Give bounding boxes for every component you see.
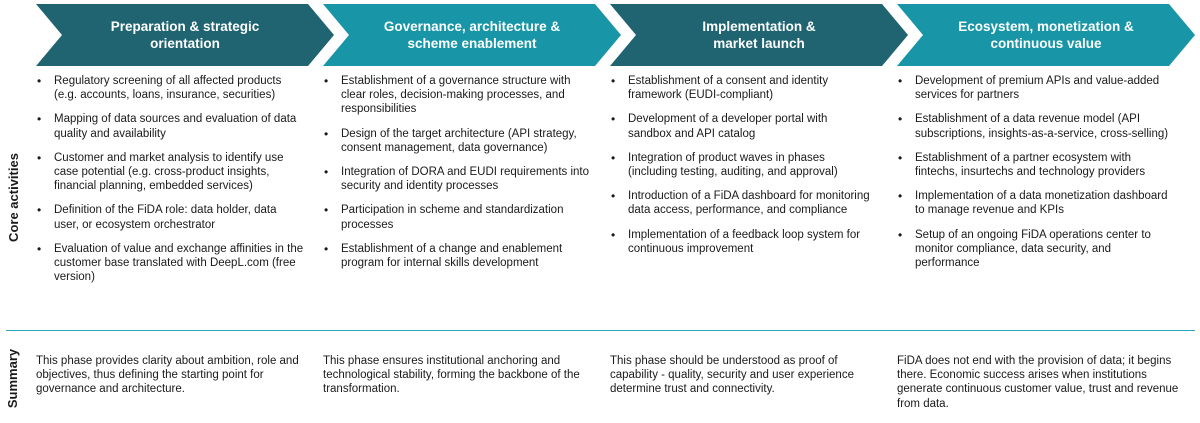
phase-title-line2: market launch [713, 36, 805, 51]
phase-title [640, 4, 878, 66]
activities-column-1 [36, 74, 304, 294]
phase-chevron-2 [323, 4, 621, 66]
activities-column-4 [897, 74, 1172, 280]
phase-chevron-1 [36, 4, 334, 66]
phase-title-line1: Ecosystem, monetization & [958, 19, 1134, 34]
section-divider [6, 330, 1195, 331]
phase-title-line1: Governance, architecture & [383, 19, 561, 34]
activity-list [36, 74, 304, 284]
activities-column-3 [610, 74, 872, 266]
activity-item: • Participation in scheme and standardization processes [323, 203, 591, 231]
phase-title-line1: Implementation & [702, 19, 816, 34]
phase-chevron-3 [610, 4, 908, 66]
activity-item: • Evaluation of value and exchange affinities in the customer base translated with DeepL.com (free version) [36, 242, 304, 285]
activity-item: • Establishment of a partner ecosystem with fintechs, insurtechs and technology providers [897, 151, 1172, 179]
activity-item: • Establishment of a change and enablement program for internal skills development [323, 242, 591, 270]
activity-item: • Implementation of a feedback loop system for continuous improvement [610, 228, 872, 256]
activity-item: • Establishment of a consent and identity framework (EUDI-compliant) [610, 74, 872, 102]
phase-summary-4: FiDA does not end with the provision of data; it begins there. Economic success arises when institutions generate continuous customer value, trust and revenue from data. [897, 355, 1179, 410]
activity-list [323, 74, 591, 270]
phase-title-line1: Preparation & strategic [110, 19, 260, 34]
phase-title [353, 4, 591, 66]
phase-title [927, 4, 1165, 66]
activity-item: • Mapping of data sources and evaluation of data quality and availability [36, 112, 304, 140]
phase-title-line2: orientation [150, 36, 220, 51]
activities-column-2 [323, 74, 591, 280]
activity-item: • Setup of an ongoing FiDA operations center to monitor compliance, data security, and performance [897, 228, 1172, 271]
activity-item: • Integration of product waves in phases (including testing, auditing, and approval) [610, 151, 872, 179]
activity-item: • Development of a developer portal with sandbox and API catalog [610, 112, 872, 140]
phase-summary-2: This phase ensures institutional anchoring and technological stability, forming the backbone of the transformation. [323, 355, 580, 396]
phase-chevron-4 [897, 4, 1195, 66]
phase-summary-1: This phase provides clarity about ambition, role and objectives, thus defining the starting point for governance and architecture. [36, 355, 299, 396]
summary-label: Summary [5, 348, 21, 409]
activity-item: • Definition of the FiDA role: data holder, data user, or ecosystem orchestrator [36, 203, 304, 231]
activity-item: • Integration of DORA and EUDI requirements into security and identity processes [323, 165, 591, 193]
phase-title [66, 4, 304, 66]
activity-item: • Design of the target architecture (API strategy, consent management, data governance) [323, 127, 591, 155]
activity-item: • Customer and market analysis to identify use case potential (e.g. cross-product insights, financial planning, embedded services) [36, 151, 304, 194]
activity-list [610, 74, 872, 256]
activity-item: • Implementation of a data monetization dashboard to manage revenue and KPIs [897, 189, 1172, 217]
phase-summary-3: This phase should be understood as proof of capability - quality, security and user experience determine trust and connectivity. [610, 355, 854, 396]
phase-title-line2: scheme enablement [407, 36, 537, 51]
activity-item: • Establishment of a data revenue model (API subscriptions, insights-as-a-service, cross-selling) [897, 112, 1172, 140]
activity-item: • Introduction of a FiDA dashboard for monitoring data access, performance, and compliance [610, 189, 872, 217]
activity-item: • Development of premium APIs and value-added services for partners [897, 74, 1172, 102]
phase-chevrons [36, 4, 1196, 66]
activity-item: • Regulatory screening of all affected products (e.g. accounts, loans, insurance, securities) [36, 74, 304, 102]
activity-list [897, 74, 1172, 270]
core-activities-label: Core activities [5, 152, 21, 242]
activity-item: • Establishment of a governance structure with clear roles, decision-making processes, and responsibilities [323, 74, 591, 117]
phase-title-line2: continuous value [990, 36, 1102, 51]
